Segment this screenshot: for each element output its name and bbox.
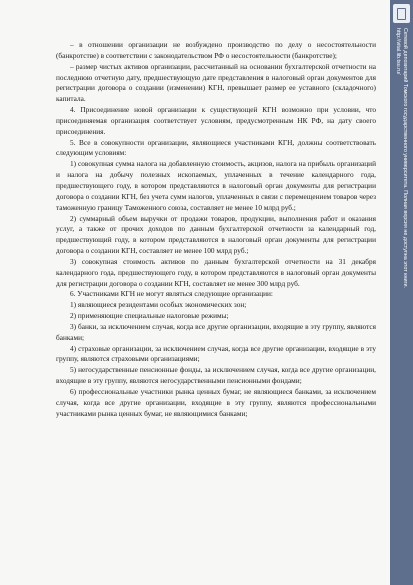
paragraph: – в отношении организации не возбуждено производство по делу о несостоятельности (банкротстве) в соответствии с законодательством РФ о несостоятельности (банкротстве); — [56, 40, 376, 60]
paragraph: 5) негосударственные пенсионные фонды, за исключением случая, когда все другие организации, входящие в эту группу, являются негосударственными пенсионными фондами; — [56, 365, 376, 386]
paragraph: 4) страховые организации, за исключением случая, когда все другие организации, входящие в эту группу, являются страховыми организациями; — [56, 343, 376, 364]
paragraph: 2) суммарный объем выручки от продажи товаров, продукции, выполнения работ и оказания услуг, а также от прочих доходов по данным бухгалтерской отчетности за календарный год, предшествующий году, в котором представляются в налоговый орган документы для регистрации договора о создании КГН, составляет не менее 100 млрд руб.; — [56, 213, 376, 256]
repository-side-strip — [390, 0, 413, 585]
paragraph: 6) профессиональные участники рынка ценных бумаг, не являющиеся банками, за исключением случая, когда все другие организации, входящие в эту группу, являются профессиональными участниками рынка ценных бумаг, не являющимися банками; — [56, 387, 376, 418]
paragraph: 5. Все в совокупности организации, являющиеся участниками КГН, должны соответствовать следующим условиям: — [56, 137, 376, 158]
paragraph: – размер чистых активов организации, рассчитанный на основании бухгалтерской отчетности на последнюю отчетную дату, предшествующую дате представления в налоговый орган документов для регистрации договора о создании (изменении) КГН, превышает размер ее уставного (складочного) капитала. — [56, 61, 376, 104]
paragraph: 4. Присоединение новой организации к существующей КГН возможно при условии, что присоединяемая организация соответствует условиям, предусмотренным НК РФ, на дату своего присоединения. — [56, 105, 376, 136]
document-text — [56, 40, 376, 420]
repository-watermark-text — [394, 28, 408, 358]
paragraph: 1) являющиеся резидентами особых экономических зон; — [70, 300, 247, 310]
paragraph: 2) применяющие специальные налоговые режимы; — [70, 311, 229, 321]
paragraph: 6. Участниками КГН не могут являться следующие организации: — [70, 289, 273, 299]
watermark-line: Сетевой депозитарий Томского государственного университета. Полная версия не доступна этот книги. — [402, 28, 408, 288]
paragraph: 1) совокупная сумма налога на добавленную стоимость, акцизов, налога на прибыль организаций и налога на добычу полезных ископаемых, уплаченных в течение календарного года, предшествующего году, в котором представляются в налоговый орган документы для регистрации договора о создании КГН, без учета сумм налогов, уплаченных в связи с перемещением товаров через таможенную границу Таможенного союза, составляет не менее 10 млрд руб.; — [56, 159, 376, 212]
paragraph: 3) банки, за исключением случая, когда все другие организации, входящие в эту группу, являются банками; — [56, 321, 376, 342]
paragraph: 3) совокупная стоимость активов по данным бухгалтерской отчетности на 31 декабря календарного года, предшествующего году, в котором представляются в налоговый орган документы для регистрации договора о создании КГН, составляет не менее 300 млрд руб. — [56, 256, 376, 288]
document-icon — [393, 4, 410, 23]
watermark-link[interactable]: http://vital.lib.tsu.ru/ — [395, 28, 401, 75]
